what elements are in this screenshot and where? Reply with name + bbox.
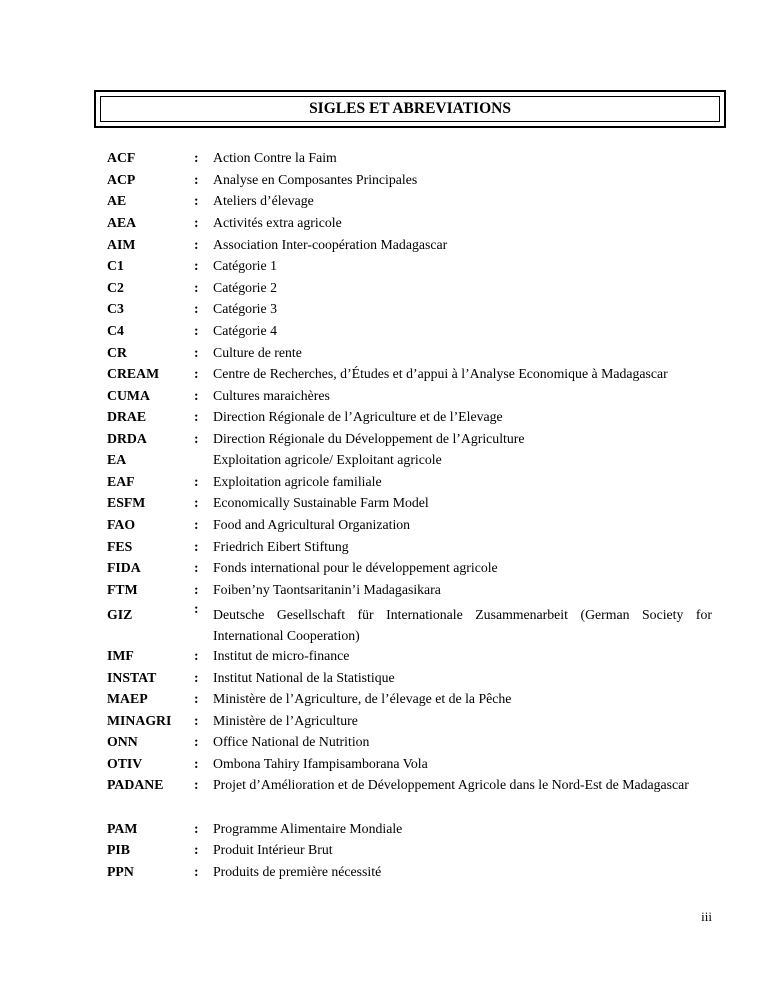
definition: Catégorie 3: [213, 301, 277, 316]
separator-colon: :: [194, 323, 199, 338]
definition: Ministère de l’Agriculture: [213, 713, 358, 728]
definition: Office National de Nutrition: [213, 734, 370, 749]
abbreviation: EA: [107, 452, 127, 467]
abbreviation: CR: [107, 345, 127, 360]
abbreviation: ONN: [107, 734, 138, 749]
definition: Economically Sustainable Farm Model: [213, 495, 429, 510]
definition: Exploitation agricole familiale: [213, 474, 382, 489]
abbreviation: FES: [107, 539, 133, 554]
definition: Catégorie 4: [213, 323, 277, 338]
separator-colon: :: [194, 582, 199, 597]
definition: Produit Intérieur Brut: [213, 842, 333, 857]
abbreviation: PAM: [107, 821, 138, 836]
definition: Cultures maraichères: [213, 388, 330, 403]
abbreviation: CUMA: [107, 388, 150, 403]
abbreviation: PADANE: [107, 777, 164, 792]
separator-colon: :: [194, 756, 199, 771]
definition: Foiben’ny Taontsaritanin’i Madagasikara: [213, 582, 441, 597]
abbreviation: C4: [107, 323, 124, 338]
definition: Programme Alimentaire Mondiale: [213, 821, 403, 836]
definition: Action Contre la Faim: [213, 150, 337, 165]
separator-colon: :: [194, 345, 199, 360]
separator-colon: :: [194, 560, 199, 575]
page-number: iii: [701, 909, 712, 924]
definition: Projet d’Amélioration et de Développement Agricole dans le Nord-Est de Madagascar: [213, 777, 689, 792]
abbreviation: GIZ: [107, 607, 133, 622]
separator-colon: :: [194, 777, 199, 792]
definition: Ministère de l’Agriculture, de l’élevage et de la Pêche: [213, 691, 512, 706]
definition: Institut National de la Statistique: [213, 670, 395, 685]
definition: Centre de Recherches, d’Études et d’appui à l’Analyse Economique à Madagascar: [213, 366, 668, 381]
definition: Activités extra agricole: [213, 215, 342, 230]
abbreviation: CREAM: [107, 366, 160, 381]
definition: Exploitation agricole/ Exploitant agricole: [213, 452, 442, 467]
separator-colon: :: [194, 172, 199, 187]
page-title: SIGLES ET ABREVIATIONS: [100, 96, 720, 122]
definition: Food and Agricultural Organization: [213, 517, 411, 532]
abbreviation: FIDA: [107, 560, 141, 575]
separator-colon: :: [194, 601, 199, 616]
definition: Friedrich Eibert Stiftung: [213, 539, 349, 554]
separator-colon: :: [194, 734, 199, 749]
separator-colon: :: [194, 301, 199, 316]
abbreviation: IMF: [107, 648, 134, 663]
abbreviation: AIM: [107, 237, 136, 252]
title-box: [94, 90, 726, 128]
separator-colon: :: [194, 237, 199, 252]
abbreviation: MINAGRI: [107, 713, 172, 728]
separator-colon: :: [194, 193, 199, 208]
abbreviation: PIB: [107, 842, 130, 857]
separator-colon: :: [194, 713, 199, 728]
definition: Catégorie 2: [213, 280, 277, 295]
separator-colon: :: [194, 517, 199, 532]
abbreviation: PPN: [107, 864, 134, 879]
separator-colon: :: [194, 539, 199, 554]
definition: Deutsche Gesellschaft für Internationale Zusammenarbeit (German Society for International Cooperation): [213, 607, 712, 643]
definition: Ombona Tahiry Ifampisamborana Vola: [213, 756, 428, 771]
separator-colon: :: [194, 366, 199, 381]
definition: Direction Régionale de l’Agriculture et de l’Elevage: [213, 409, 503, 424]
separator-colon: :: [194, 431, 199, 446]
definition: Direction Régionale du Développement de l’Agriculture: [213, 431, 525, 446]
separator-colon: :: [194, 648, 199, 663]
separator-colon: :: [194, 842, 199, 857]
abbreviation: FTM: [107, 582, 138, 597]
separator-colon: :: [194, 864, 199, 879]
separator-colon: :: [194, 280, 199, 295]
separator-colon: :: [194, 821, 199, 836]
separator-colon: :: [194, 691, 199, 706]
separator-colon: :: [194, 215, 199, 230]
separator-colon: :: [194, 258, 199, 273]
abbreviation: EAF: [107, 474, 135, 489]
separator-colon: :: [194, 474, 199, 489]
abbreviation: AE: [107, 193, 127, 208]
abbreviation: FAO: [107, 517, 136, 532]
abbreviation: INSTAT: [107, 670, 157, 685]
abbreviation: ACP: [107, 172, 136, 187]
abbreviation: ESFM: [107, 495, 146, 510]
abbreviation: DRDA: [107, 431, 147, 446]
definition: Analyse en Composantes Principales: [213, 172, 418, 187]
separator-colon: :: [194, 670, 199, 685]
definition: Catégorie 1: [213, 258, 277, 273]
definition: Produits de première nécessité: [213, 864, 382, 879]
definition: Institut de micro-finance: [213, 648, 350, 663]
definition: Culture de rente: [213, 345, 302, 360]
separator-colon: :: [194, 150, 199, 165]
abbreviation: C1: [107, 258, 124, 273]
separator-colon: :: [194, 388, 199, 403]
abbreviation: MAEP: [107, 691, 148, 706]
abbreviation: C2: [107, 280, 124, 295]
abbreviation: DRAE: [107, 409, 147, 424]
abbreviation: ACF: [107, 150, 136, 165]
definition: Ateliers d’élevage: [213, 193, 314, 208]
definition: Fonds international pour le développement agricole: [213, 560, 498, 575]
separator-colon: :: [194, 409, 199, 424]
abbreviation: C3: [107, 301, 124, 316]
definition: Association Inter-coopération Madagascar: [213, 237, 448, 252]
abbreviation: AEA: [107, 215, 137, 230]
abbreviation: OTIV: [107, 756, 143, 771]
separator-colon: :: [194, 495, 199, 510]
